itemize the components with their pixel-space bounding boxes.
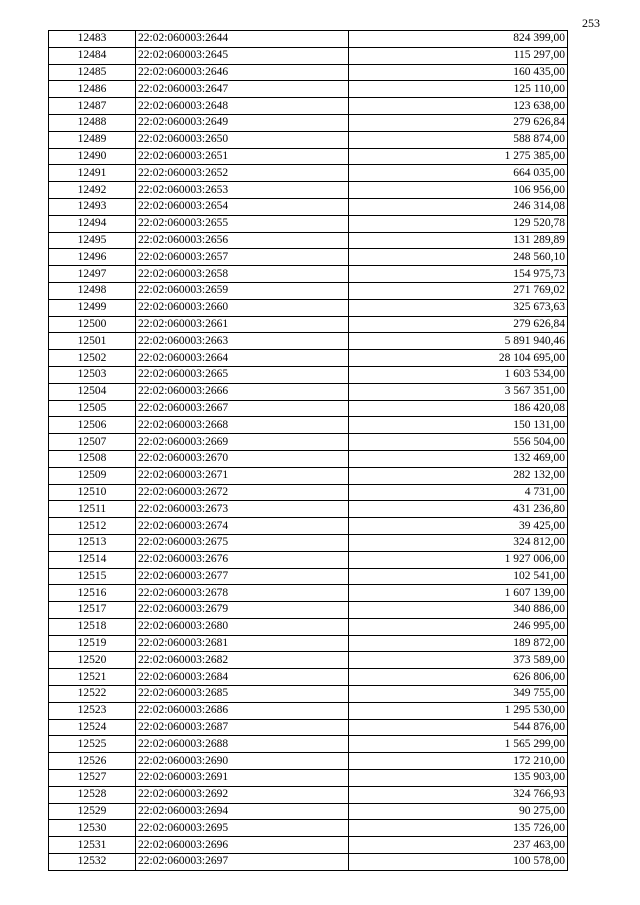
table-row [49, 131, 568, 148]
table-row [49, 64, 568, 81]
cadastral-number-cell: 22:02:060003:2690 [136, 753, 349, 770]
cadastral-number-cell: 22:02:060003:2647 [136, 81, 349, 98]
table-row [49, 316, 568, 333]
row-number-cell: 12493 [49, 198, 136, 215]
table-row [49, 501, 568, 518]
cadastral-number-cell: 22:02:060003:2663 [136, 333, 349, 350]
cadastral-value-cell: 4 731,00 [349, 484, 568, 501]
cadastral-number-cell: 22:02:060003:2668 [136, 417, 349, 434]
row-number-cell: 12503 [49, 366, 136, 383]
row-number-cell: 12510 [49, 484, 136, 501]
table-row [49, 366, 568, 383]
row-number-cell: 12487 [49, 98, 136, 115]
cadastral-value-cell: 246 314,08 [349, 198, 568, 215]
table-row [49, 249, 568, 266]
cadastral-number-cell: 22:02:060003:2694 [136, 803, 349, 820]
row-number-cell: 12529 [49, 803, 136, 820]
cadastral-value-cell: 39 425,00 [349, 518, 568, 535]
table-row [49, 753, 568, 770]
cadastral-value-cell: 340 886,00 [349, 602, 568, 619]
cadastral-value-cell: 125 110,00 [349, 81, 568, 98]
cadastral-value-cell: 28 104 695,00 [349, 350, 568, 367]
table-row [49, 518, 568, 535]
cadastral-value-cell: 237 463,00 [349, 837, 568, 854]
row-number-cell: 12513 [49, 534, 136, 551]
cadastral-value-cell: 102 541,00 [349, 568, 568, 585]
row-number-cell: 12496 [49, 249, 136, 266]
cadastral-number-cell: 22:02:060003:2673 [136, 501, 349, 518]
table-row [49, 837, 568, 854]
row-number-cell: 12505 [49, 400, 136, 417]
cadastral-number-cell: 22:02:060003:2696 [136, 837, 349, 854]
cadastral-value-cell: 3 567 351,00 [349, 383, 568, 400]
cadastral-number-cell: 22:02:060003:2679 [136, 602, 349, 619]
cadastral-value-cell: 271 769,02 [349, 282, 568, 299]
cadastral-number-cell: 22:02:060003:2666 [136, 383, 349, 400]
table-row [49, 585, 568, 602]
cadastral-value-cell: 324 766,93 [349, 786, 568, 803]
cadastral-number-cell: 22:02:060003:2692 [136, 786, 349, 803]
cadastral-value-cell: 588 874,00 [349, 131, 568, 148]
row-number-cell: 12501 [49, 333, 136, 350]
cadastral-value-cell: 279 626,84 [349, 316, 568, 333]
cadastral-number-cell: 22:02:060003:2652 [136, 165, 349, 182]
row-number-cell: 12525 [49, 736, 136, 753]
cadastral-number-cell: 22:02:060003:2685 [136, 686, 349, 703]
row-number-cell: 12523 [49, 702, 136, 719]
cadastral-value-cell: 90 275,00 [349, 803, 568, 820]
cadastral-value-table [48, 30, 568, 871]
cadastral-number-cell: 22:02:060003:2667 [136, 400, 349, 417]
table-row [49, 282, 568, 299]
table-row [49, 47, 568, 64]
table-row [49, 803, 568, 820]
cadastral-value-cell: 664 035,00 [349, 165, 568, 182]
cadastral-number-cell: 22:02:060003:2688 [136, 736, 349, 753]
cadastral-value-cell: 1 565 299,00 [349, 736, 568, 753]
row-number-cell: 12490 [49, 148, 136, 165]
table-row [49, 400, 568, 417]
row-number-cell: 12500 [49, 316, 136, 333]
row-number-cell: 12492 [49, 182, 136, 199]
cadastral-value-cell: 349 755,00 [349, 686, 568, 703]
row-number-cell: 12483 [49, 31, 136, 48]
cadastral-number-cell: 22:02:060003:2674 [136, 518, 349, 535]
table-row [49, 114, 568, 131]
row-number-cell: 12494 [49, 215, 136, 232]
cadastral-value-cell: 154 975,73 [349, 266, 568, 283]
cadastral-number-cell: 22:02:060003:2675 [136, 534, 349, 551]
cadastral-value-cell: 1 603 534,00 [349, 366, 568, 383]
row-number-cell: 12511 [49, 501, 136, 518]
row-number-cell: 12488 [49, 114, 136, 131]
table-row [49, 266, 568, 283]
cadastral-value-cell: 373 589,00 [349, 652, 568, 669]
cadastral-number-cell: 22:02:060003:2653 [136, 182, 349, 199]
cadastral-number-cell: 22:02:060003:2658 [136, 266, 349, 283]
row-number-cell: 12507 [49, 434, 136, 451]
table-row [49, 182, 568, 199]
row-number-cell: 12516 [49, 585, 136, 602]
cadastral-value-cell: 282 132,00 [349, 467, 568, 484]
table-row [49, 215, 568, 232]
table-row [49, 702, 568, 719]
row-number-cell: 12527 [49, 770, 136, 787]
row-number-cell: 12508 [49, 450, 136, 467]
table-row [49, 602, 568, 619]
row-number-cell: 12521 [49, 669, 136, 686]
cadastral-number-cell: 22:02:060003:2669 [136, 434, 349, 451]
table-row [49, 736, 568, 753]
cadastral-value-cell: 186 420,08 [349, 400, 568, 417]
row-number-cell: 12517 [49, 602, 136, 619]
table-row [49, 450, 568, 467]
table-row [49, 652, 568, 669]
cadastral-value-cell: 106 956,00 [349, 182, 568, 199]
row-number-cell: 12531 [49, 837, 136, 854]
row-number-cell: 12524 [49, 719, 136, 736]
cadastral-value-cell: 1 275 385,00 [349, 148, 568, 165]
row-number-cell: 12485 [49, 64, 136, 81]
cadastral-number-cell: 22:02:060003:2686 [136, 702, 349, 719]
table-body [49, 31, 568, 871]
cadastral-number-cell: 22:02:060003:2676 [136, 551, 349, 568]
table-row [49, 770, 568, 787]
cadastral-number-cell: 22:02:060003:2656 [136, 232, 349, 249]
row-number-cell: 12515 [49, 568, 136, 585]
page-number: 253 [582, 16, 600, 30]
cadastral-value-cell: 189 872,00 [349, 635, 568, 652]
table-row [49, 551, 568, 568]
row-number-cell: 12506 [49, 417, 136, 434]
table-row [49, 534, 568, 551]
table-row [49, 350, 568, 367]
cadastral-value-cell: 129 520,78 [349, 215, 568, 232]
cadastral-value-cell: 556 504,00 [349, 434, 568, 451]
cadastral-number-cell: 22:02:060003:2665 [136, 366, 349, 383]
row-number-cell: 12532 [49, 854, 136, 871]
cadastral-value-cell: 100 578,00 [349, 854, 568, 871]
table-row [49, 434, 568, 451]
row-number-cell: 12512 [49, 518, 136, 535]
cadastral-value-cell: 626 806,00 [349, 669, 568, 686]
cadastral-number-cell: 22:02:060003:2695 [136, 820, 349, 837]
cadastral-value-cell: 172 210,00 [349, 753, 568, 770]
cadastral-number-cell: 22:02:060003:2672 [136, 484, 349, 501]
row-number-cell: 12489 [49, 131, 136, 148]
table-row [49, 299, 568, 316]
cadastral-number-cell: 22:02:060003:2670 [136, 450, 349, 467]
cadastral-number-cell: 22:02:060003:2648 [136, 98, 349, 115]
row-number-cell: 12502 [49, 350, 136, 367]
cadastral-value-cell: 325 673,63 [349, 299, 568, 316]
table-row [49, 165, 568, 182]
table-row [49, 81, 568, 98]
cadastral-value-cell: 824 399,00 [349, 31, 568, 48]
cadastral-number-cell: 22:02:060003:2645 [136, 47, 349, 64]
cadastral-number-cell: 22:02:060003:2650 [136, 131, 349, 148]
cadastral-number-cell: 22:02:060003:2671 [136, 467, 349, 484]
cadastral-number-cell: 22:02:060003:2691 [136, 770, 349, 787]
row-number-cell: 12518 [49, 618, 136, 635]
cadastral-value-cell: 5 891 940,46 [349, 333, 568, 350]
table-row [49, 635, 568, 652]
cadastral-number-cell: 22:02:060003:2655 [136, 215, 349, 232]
cadastral-number-cell: 22:02:060003:2649 [136, 114, 349, 131]
cadastral-number-cell: 22:02:060003:2681 [136, 635, 349, 652]
cadastral-number-cell: 22:02:060003:2680 [136, 618, 349, 635]
row-number-cell: 12530 [49, 820, 136, 837]
table-row [49, 148, 568, 165]
cadastral-value-cell: 131 289,89 [349, 232, 568, 249]
cadastral-value-cell: 160 435,00 [349, 64, 568, 81]
cadastral-value-cell: 431 236,80 [349, 501, 568, 518]
cadastral-value-cell: 246 995,00 [349, 618, 568, 635]
table-row [49, 467, 568, 484]
table-row [49, 98, 568, 115]
table-row [49, 333, 568, 350]
cadastral-value-cell: 115 297,00 [349, 47, 568, 64]
cadastral-number-cell: 22:02:060003:2659 [136, 282, 349, 299]
cadastral-number-cell: 22:02:060003:2677 [136, 568, 349, 585]
table-row [49, 854, 568, 871]
cadastral-value-cell: 1 927 006,00 [349, 551, 568, 568]
cadastral-number-cell: 22:02:060003:2654 [136, 198, 349, 215]
table-row [49, 786, 568, 803]
cadastral-number-cell: 22:02:060003:2664 [136, 350, 349, 367]
cadastral-number-cell: 22:02:060003:2684 [136, 669, 349, 686]
cadastral-value-cell: 544 876,00 [349, 719, 568, 736]
cadastral-value-cell: 279 626,84 [349, 114, 568, 131]
row-number-cell: 12528 [49, 786, 136, 803]
cadastral-number-cell: 22:02:060003:2646 [136, 64, 349, 81]
cadastral-number-cell: 22:02:060003:2644 [136, 31, 349, 48]
row-number-cell: 12499 [49, 299, 136, 316]
table-row [49, 719, 568, 736]
cadastral-number-cell: 22:02:060003:2657 [136, 249, 349, 266]
row-number-cell: 12522 [49, 686, 136, 703]
row-number-cell: 12519 [49, 635, 136, 652]
row-number-cell: 12509 [49, 467, 136, 484]
cadastral-value-cell: 248 560,10 [349, 249, 568, 266]
row-number-cell: 12504 [49, 383, 136, 400]
table-row [49, 484, 568, 501]
cadastral-number-cell: 22:02:060003:2651 [136, 148, 349, 165]
row-number-cell: 12520 [49, 652, 136, 669]
row-number-cell: 12484 [49, 47, 136, 64]
cadastral-value-cell: 135 726,00 [349, 820, 568, 837]
cadastral-value-cell: 150 131,00 [349, 417, 568, 434]
row-number-cell: 12491 [49, 165, 136, 182]
row-number-cell: 12486 [49, 81, 136, 98]
row-number-cell: 12498 [49, 282, 136, 299]
cadastral-number-cell: 22:02:060003:2661 [136, 316, 349, 333]
table-row [49, 568, 568, 585]
cadastral-value-cell: 123 638,00 [349, 98, 568, 115]
table-row [49, 198, 568, 215]
row-number-cell: 12495 [49, 232, 136, 249]
cadastral-value-cell: 324 812,00 [349, 534, 568, 551]
cadastral-number-cell: 22:02:060003:2697 [136, 854, 349, 871]
table-row [49, 820, 568, 837]
row-number-cell: 12526 [49, 753, 136, 770]
cadastral-number-cell: 22:02:060003:2678 [136, 585, 349, 602]
cadastral-value-cell: 1 295 530,00 [349, 702, 568, 719]
table-row [49, 417, 568, 434]
cadastral-value-cell: 135 903,00 [349, 770, 568, 787]
cadastral-number-cell: 22:02:060003:2682 [136, 652, 349, 669]
row-number-cell: 12514 [49, 551, 136, 568]
table-row [49, 669, 568, 686]
row-number-cell: 12497 [49, 266, 136, 283]
table-row [49, 232, 568, 249]
cadastral-value-cell: 1 607 139,00 [349, 585, 568, 602]
cadastral-value-cell: 132 469,00 [349, 450, 568, 467]
cadastral-number-cell: 22:02:060003:2687 [136, 719, 349, 736]
table-row [49, 31, 568, 48]
table-row [49, 383, 568, 400]
cadastral-number-cell: 22:02:060003:2660 [136, 299, 349, 316]
table-row [49, 618, 568, 635]
table-row [49, 686, 568, 703]
